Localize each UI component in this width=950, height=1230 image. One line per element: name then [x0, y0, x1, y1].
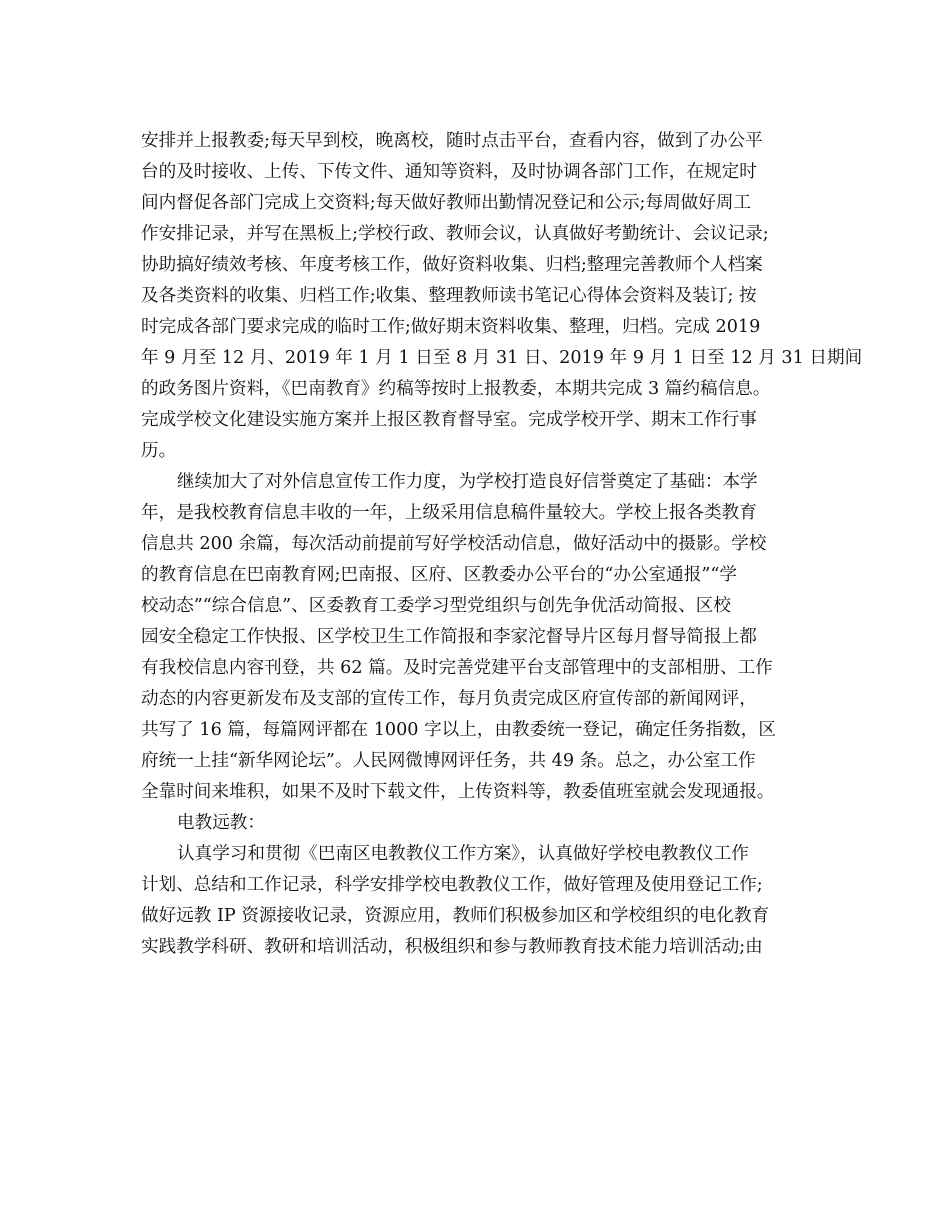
- text-line: 信息共 200 余篇，每次活动前提前写好学校活动信息，做好活动中的摄影。学校: [141, 534, 767, 554]
- text-line: 间内督促各部门完成上交资料;每天做好教师出勤情况登记和公示;每周做好周工: [141, 193, 752, 213]
- text-line: 实践教学科研、教研和培训活动，积极组织和参与教师教育技术能力培训活动;由: [141, 937, 763, 957]
- text-line: 园安全稳定工作快报、区学校卫生工作简报和李家沱督导片区每月督导简报上都: [141, 627, 757, 647]
- text-line: 及各类资料的收集、归档工作;收集、整理教师读书笔记心得体会资料及装订; 按: [141, 286, 757, 306]
- text-line: 的政务图片资料，《巴南教育》约稿等按时上报教委，本期共完成 3 篇约稿信息。: [141, 379, 771, 399]
- text-line: 的教育信息在巴南教育网;巴南报、区府、区教委办公平台的“办公室通报”“学: [141, 565, 737, 585]
- text-line: 年，是我校教育信息丰收的一年，上级采用信息稿件量较大。学校上报各类教育: [141, 503, 757, 523]
- text-line: 认真学习和贯彻《巴南区电教教仪工作方案》，认真做好学校电教教仪工作: [177, 844, 749, 864]
- text-line: 时完成各部门要求完成的临时工作;做好期末资料收集、整理，归档。完成 2019: [141, 317, 761, 337]
- text-line: 安排并上报教委;每天早到校，晚离校，随时点击平台，查看内容，做到了办公平: [141, 131, 763, 151]
- text-line: 府统一上挂“新华网论坛”。人民网微博网评任务，共 49 条。总之，办公室工作: [141, 751, 756, 771]
- text-line: 有我校信息内容刊登，共 62 篇。及时完善党建平台支部管理中的支部相册、工作: [141, 658, 773, 678]
- text-line: 全靠时间来堆积，如果不及时下载文件，上传资料等，教委值班室就会发现通报。: [141, 782, 775, 802]
- text-line: 共写了 16 篇，每篇网评都在 1000 字以上，由教委统一登记，确定任务指数，区: [141, 720, 776, 740]
- text-line: 协助搞好绩效考核、年度考核工作，做好资料收集、归档;整理完善教师个人档案: [141, 255, 763, 275]
- text-line: 完成学校文化建设实施方案并上报区教育督导室。完成学校开学、期末工作行事: [141, 410, 757, 430]
- text-line: 电教远教：: [177, 813, 265, 833]
- text-line: 历。: [141, 441, 177, 461]
- text-line: 校动态”“综合信息”、区委教育工委学习型党组织与创先争优活动简报、区校: [141, 596, 731, 616]
- text-line: 计划、总结和工作记录，科学安排学校电教教仪工作，做好管理及使用登记工作;: [141, 875, 763, 895]
- text-line: 年 9 月至 12 月、2019 年 1 月 1 日至 8 月 31 日、2019 年 9 月 1 日至 12 月 31 日期间: [141, 348, 863, 368]
- text-line: 动态的内容更新发布及支部的宣传工作，每月负责完成区府宣传部的新闻网评，: [141, 689, 757, 709]
- text-line: 做好远教 IP 资源接收记录，资源应用，教师们积极参加区和学校组织的电化教育: [141, 906, 770, 926]
- text-line: 台的及时接收、上传、下传文件、通知等资料，及时协调各部门工作，在规定时: [141, 162, 757, 182]
- document-body: [141, 126, 863, 963]
- text-line: 作安排记录，并写在黑板上;学校行政、教师会议，认真做好考勤统计、会议记录;: [141, 224, 769, 244]
- text-line: 继续加大了对外信息宣传工作力度，为学校打造良好信誉奠定了基础：本学: [177, 472, 758, 492]
